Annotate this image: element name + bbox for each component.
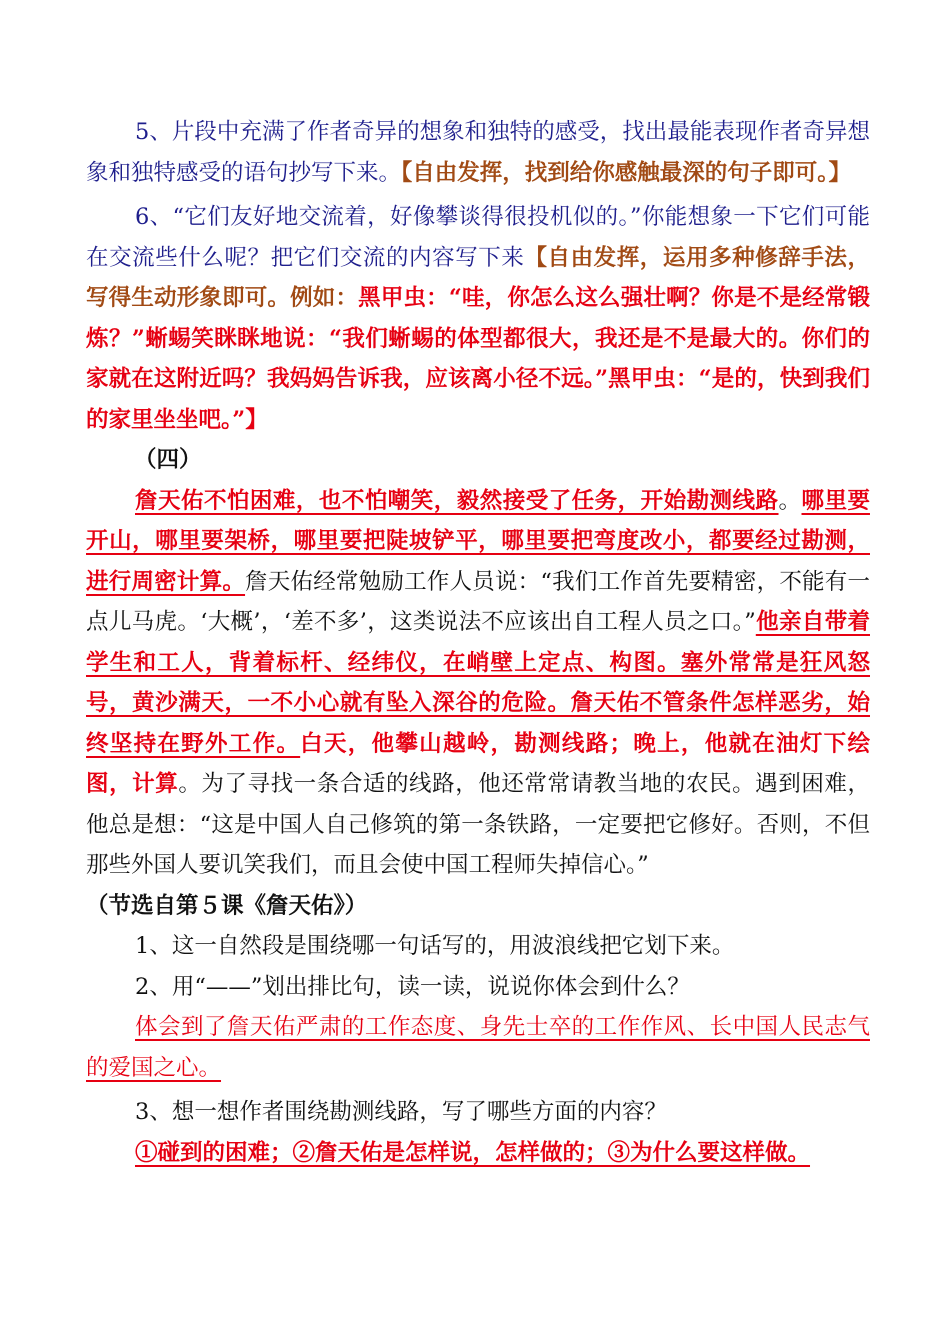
question-2-answer: 体会到了詹天佑严肃的工作态度、身先士卒的工作作风、长中国人民志气的爱国之心。 xyxy=(86,1014,870,1081)
passage-source: （节选自第５课《詹天佑》） xyxy=(86,892,368,919)
passage-ending: 。为了寻找一条合适的线路，他还常常请教当地的农民。遇到困难，他总是想：“这是中国人自己修筑的第一条铁路，一定要把它修好。否则，不但那些外国人要讥笑我们，而且会使中国工程师失掉信心。” xyxy=(86,771,870,878)
question-5 xyxy=(86,112,870,193)
question-2: 2、用“——”划出排比句，读一读，说说你体会到什么？ xyxy=(135,973,690,1000)
question-3: 3、想一想作者围绕勘测线路，写了哪些方面的内容？ xyxy=(135,1099,667,1125)
passage-quote: 詹天佑经常勉励工作人员说：“我们工作首先要精密，不能有一点儿马虎。‘大概’，‘差不多’，这类说法不应该出自工程人员之口。” xyxy=(86,568,870,635)
question-6-answer-example: 黑甲虫：“哇，你怎么这么强壮啊？你是不是经常锻炼？”蜥蜴笑眯眯地说：“我们蜥蜴的体型都很大，我还是不是最大的。你们的家就在这附近吗？我妈妈告诉我，应该离小径不远。”黑甲虫：“是的，快到我们的家里坐坐吧。”】 xyxy=(86,285,870,433)
passage xyxy=(86,481,870,886)
passage-topic-sentence: 詹天佑不怕困难，也不怕嘲笑，毅然接受了任务，开始勘测线路 xyxy=(135,487,779,514)
question-1: 1、这一自然段是围绕哪一句话写的，用波浪线把它划下来。 xyxy=(135,933,735,959)
passage-day-night-sentence: 白天，他攀山越岭，勘测线路；晚上，他就在油灯下绘图，计算 xyxy=(86,730,870,797)
section-heading: （四） xyxy=(134,447,202,473)
question-5-text: 5、片段中充满了作者奇异的想象和独特的感受，找出最能表现作者奇异想象和独特感受的语句抄写下来。 xyxy=(86,119,870,186)
passage-action-sentences: 他亲自带着学生和工人，背着标杆、经纬仪，在峭壁上定点、构图。塞外常常是狂风怒号，黄沙满天，一不小心就有坠入深谷的危险。詹天佑不管条件怎样恶劣，始终坚持在野外工作。 xyxy=(86,609,870,757)
document-page xyxy=(86,112,870,1173)
question-5-answer: 【自由发挥，找到给你感触最深的句子即可。】 xyxy=(401,159,852,186)
question-6-text: 6、“它们友好地交流着，好像攀谈得很投机似的。”你能想象一下它们可能在交流些什么呢？把它们交流的内容写下来 xyxy=(86,204,870,271)
question-6 xyxy=(86,197,870,440)
passage-period: 。 xyxy=(778,487,802,514)
passage-parallel-sentence: 哪里要开山，哪里要架桥，哪里要把陡坡铲平，哪里要把弯度改小，都要经过勘测，进行周密计算。 xyxy=(86,487,870,595)
question-3-answer: ①碰到的困难；②詹天佑是怎样说，怎样做的；③为什么要这样做。 xyxy=(135,1139,811,1166)
question-6-answer-intro: 【自由发挥，运用多种修辞手法，写得生动形象即可。例如： xyxy=(86,244,870,311)
